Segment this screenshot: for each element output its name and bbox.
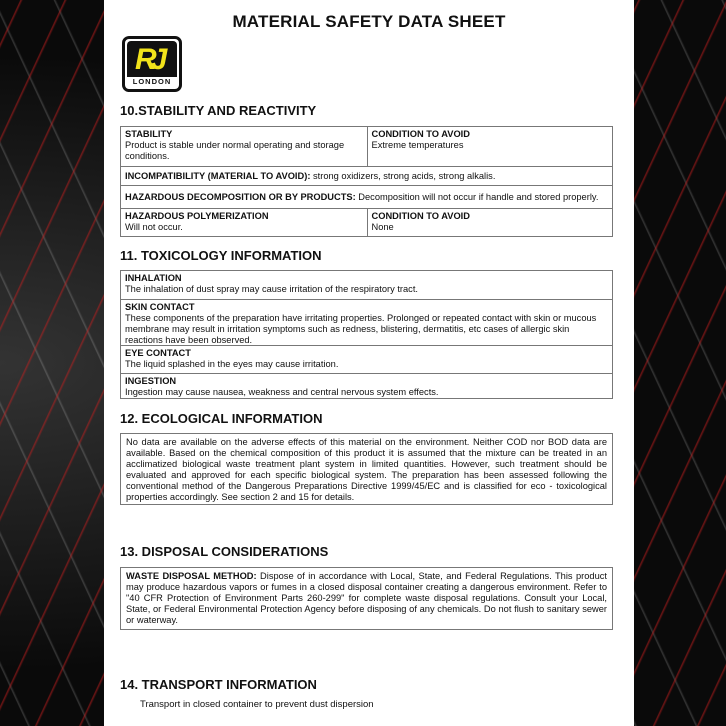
page-title: MATERIAL SAFETY DATA SHEET <box>232 12 506 31</box>
section-12-heading: 12. ECOLOGICAL INFORMATION <box>120 411 323 426</box>
company-logo: RJ LONDON <box>122 36 182 92</box>
section-10-heading: 10.STABILITY AND REACTIVITY <box>120 103 317 118</box>
section-11-heading: 11. TOXICOLOGY INFORMATION <box>120 248 322 263</box>
document-page <box>104 0 634 726</box>
disposal-box: WASTE DISPOSAL METHOD: Dispose of in accordance with Local, State, and Federal Regulations. This product may produce hazardous vapors or fumes in a closed disposal container creating a dangerous environment. Refer to "40 CFR Protection of Environment Parts 260-299" for complete waste disposal regulations. Consult your Local, State, or Federal Environmental Protection Agency before disposing of any chemicals. Do not flush to sanitary sewer or waterway. <box>120 567 613 630</box>
section-14-heading: 14. TRANSPORT INFORMATION <box>120 677 317 692</box>
toxicology-table: INHALATION The inhalation of dust spray may cause irritation of the respiratory tract. SKIN CONTACT These components of the preparation have irritating properties. Prolonged or repeated contact with skin or mucous membrane may result in irritation symptoms such as redness, blistering, dermatitis, etc cases of allergic skin reactions have been observed. EYE CONTACT The liquid splashed in the eyes may cause irritation. INGESTION Ingestion may cause nausea, weakness and central nervous system effects. <box>120 270 613 399</box>
transport-text: Transport in closed container to prevent dust dispersion <box>140 699 374 710</box>
section-13-heading: 13. DISPOSAL CONSIDERATIONS <box>120 544 329 559</box>
stability-table: STABILITY Product is stable under normal operating and storage conditions. CONDITION TO AVOID Extreme temperatures INCOMPATIBILITY (MATERIAL TO AVOID): strong oxidizers, strong acids, strong alkalis. HAZARDOUS DECOMPOSITION OR BY PRODUCTS: Decomposition will not occur if handle and stored properly. HAZARDOUS POLYMERIZATION Will not occur. CONDITION TO AVOID None <box>120 126 613 237</box>
ecological-box: No data are available on the adverse effects of this material on the environment. Neither COD nor BOD data are available. Based on the chemical composition of this product it is assumed that the mixture can be treated in an acclimatized biological waste treatment plant system in limited quantities. However, such treatment should be evaluated and approved for each specific biological system. The preparation has been assessed following the conventional method of the Dangerous Preparations Directive 1999/45/EC and is classified for eco - toxicological properties accordingly. See section 2 and 15 for details. <box>120 433 613 505</box>
